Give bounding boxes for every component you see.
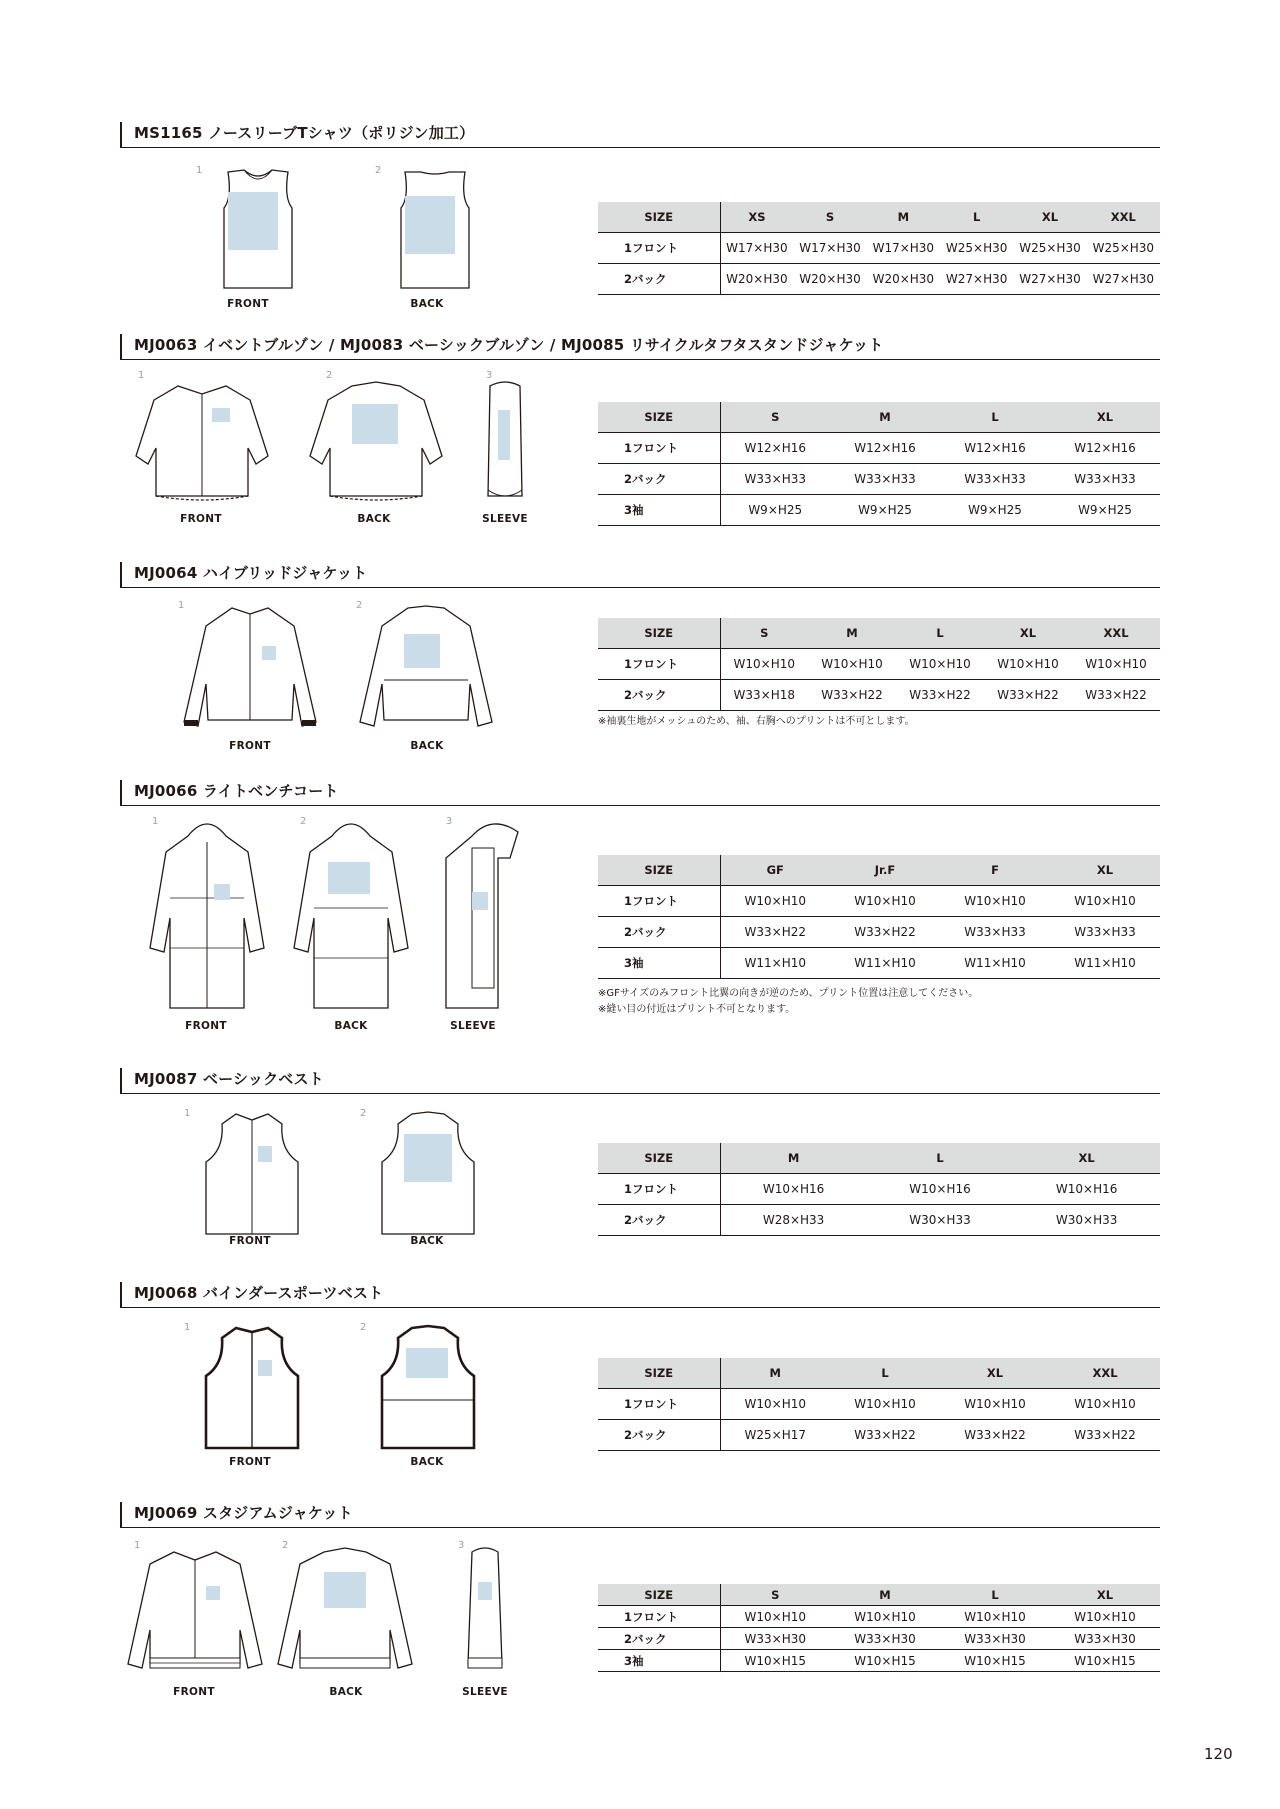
table-row <box>598 917 1160 948</box>
view-number: 2 <box>375 165 382 176</box>
table-cell: W11×H10 <box>1050 948 1160 979</box>
view-number: 2 <box>282 1540 289 1551</box>
section-title: MS1165 ノースリーブTシャツ（ポリジン加工） <box>120 122 1160 148</box>
table-cell: W25×H30 <box>1013 233 1086 264</box>
table-row <box>598 1174 1160 1205</box>
header-cell: XL <box>1050 402 1160 433</box>
table-cell: W17×H30 <box>720 233 793 264</box>
view-number: 1 <box>178 600 185 611</box>
view-label: BACK <box>334 1020 368 1032</box>
row-label: 2バック <box>598 1420 720 1451</box>
table-header-row <box>598 618 1160 649</box>
table-cell: W33×H33 <box>720 464 830 495</box>
table-cell: W9×H25 <box>830 495 940 526</box>
header-cell: Jr.F <box>830 855 940 886</box>
header-cell: M <box>830 1584 940 1606</box>
view-label: SLEEVE <box>482 513 528 525</box>
bench-coat-sleeve-icon <box>442 818 532 1012</box>
size-table <box>598 202 1160 295</box>
table-header-row <box>598 1584 1160 1606</box>
section-title: MJ0063 イベントブルゾン / MJ0083 ベーシックブルゾン / MJ0085 リサイクルタフタスタンドジャケット <box>120 334 1160 360</box>
header-cell: M <box>830 402 940 433</box>
view-label: BACK <box>410 1456 444 1468</box>
table-row <box>598 886 1160 917</box>
row-label: 2バック <box>598 680 720 711</box>
table-cell: W33×H33 <box>940 917 1050 948</box>
table-cell: W33×H33 <box>1050 464 1160 495</box>
view-label: FRONT <box>229 1456 271 1468</box>
header-cell: XXL <box>1050 1358 1160 1389</box>
table-cell: W10×H10 <box>984 649 1072 680</box>
table-cell: W10×H10 <box>940 886 1050 917</box>
table-cell: W27×H30 <box>1013 264 1086 295</box>
view-label: SLEEVE <box>462 1686 508 1698</box>
table-cell: W10×H10 <box>720 649 808 680</box>
header-cell: S <box>720 402 830 433</box>
table-cell: W11×H10 <box>720 948 830 979</box>
row-label: 2バック <box>598 1205 720 1236</box>
table-cell: W10×H10 <box>896 649 984 680</box>
table-header-row <box>598 1358 1160 1389</box>
header-cell: M <box>808 618 896 649</box>
row-label: 3袖 <box>598 1650 720 1672</box>
view-label: BACK <box>410 298 444 310</box>
header-cell: L <box>940 1584 1050 1606</box>
row-label: 1フロント <box>598 1174 720 1205</box>
table-row <box>598 233 1160 264</box>
table-cell: W12×H16 <box>720 433 830 464</box>
view-label: BACK <box>410 1235 444 1247</box>
row-label: 2バック <box>598 917 720 948</box>
section-title: MJ0066 ライトベンチコート <box>120 780 1160 806</box>
size-table <box>598 855 1160 979</box>
header-cell: XXL <box>1087 202 1160 233</box>
table-cell: W12×H16 <box>940 433 1050 464</box>
table-cell: W10×H10 <box>1050 1606 1160 1628</box>
stadium-jacket-sleeve-icon <box>462 1546 508 1678</box>
hybrid-jacket-back-icon <box>352 604 500 734</box>
header-cell: S <box>793 202 866 233</box>
section-title: MJ0087 ベーシックベスト <box>120 1068 1160 1094</box>
table-cell: W10×H10 <box>830 1389 940 1420</box>
table-row <box>598 1628 1160 1650</box>
table-header-row <box>598 1143 1160 1174</box>
row-label: 1フロント <box>598 233 720 264</box>
view-label: FRONT <box>227 298 269 310</box>
table-cell: W10×H10 <box>1050 886 1160 917</box>
table-cell: W10×H15 <box>1050 1650 1160 1672</box>
table-cell: W25×H30 <box>1087 233 1160 264</box>
binder-vest-back-icon <box>372 1324 484 1450</box>
table-cell: W10×H10 <box>720 1606 830 1628</box>
bench-coat-front-icon <box>148 818 266 1012</box>
table-cell: W33×H30 <box>1050 1628 1160 1650</box>
table-cell: W33×H22 <box>1072 680 1160 711</box>
table-cell: W10×H16 <box>1013 1174 1160 1205</box>
view-label: BACK <box>329 1686 363 1698</box>
table-cell: W17×H30 <box>793 233 866 264</box>
table-cell: W12×H16 <box>830 433 940 464</box>
header-cell: L <box>830 1358 940 1389</box>
table-cell: W20×H30 <box>793 264 866 295</box>
table-cell: W20×H30 <box>720 264 793 295</box>
table-cell: W33×H30 <box>830 1628 940 1650</box>
row-label: 1フロント <box>598 1606 720 1628</box>
table-cell: W33×H30 <box>720 1628 830 1650</box>
table-cell: W33×H22 <box>808 680 896 711</box>
section-title: MJ0064 ハイブリッドジャケット <box>120 562 1160 588</box>
row-label: 3袖 <box>598 495 720 526</box>
table-cell: W33×H22 <box>830 917 940 948</box>
sleeveless-tshirt-front-icon <box>208 168 308 292</box>
table-cell: W10×H10 <box>830 1606 940 1628</box>
stadium-jacket-front-icon <box>122 1546 268 1678</box>
table-cell: W11×H10 <box>940 948 1050 979</box>
table-cell: W10×H16 <box>867 1174 1014 1205</box>
view-number: 3 <box>486 370 493 381</box>
header-cell: L <box>940 202 1013 233</box>
binder-vest-front-icon <box>196 1324 308 1450</box>
view-number: 1 <box>152 816 159 827</box>
table-cell: W10×H10 <box>1050 1389 1160 1420</box>
table-cell: W33×H33 <box>830 464 940 495</box>
table-cell: W12×H16 <box>1050 433 1160 464</box>
table-cell: W30×H33 <box>867 1205 1014 1236</box>
table-row <box>598 1205 1160 1236</box>
header-cell: SIZE <box>598 1143 720 1174</box>
note-text: ※GFサイズのみフロント比翼の向きが逆のため、プリント位置は注意してください。 <box>598 988 979 999</box>
table-row <box>598 649 1160 680</box>
size-table <box>598 618 1160 711</box>
view-label: FRONT <box>173 1686 215 1698</box>
table-cell: W28×H33 <box>720 1205 867 1236</box>
basic-vest-back-icon <box>372 1110 484 1236</box>
page-number: 120 <box>1204 1745 1233 1763</box>
table-cell: W10×H10 <box>940 1389 1050 1420</box>
table-cell: W33×H22 <box>720 917 830 948</box>
header-cell: M <box>720 1358 830 1389</box>
table-cell: W33×H33 <box>1050 917 1160 948</box>
basic-vest-front-icon <box>196 1110 308 1236</box>
table-cell: W11×H10 <box>830 948 940 979</box>
view-number: 2 <box>360 1322 367 1333</box>
header-cell: L <box>896 618 984 649</box>
header-cell: F <box>940 855 1050 886</box>
table-cell: W17×H30 <box>867 233 940 264</box>
row-label: 2バック <box>598 464 720 495</box>
table-cell: W33×H22 <box>830 1420 940 1451</box>
table-cell: W10×H16 <box>720 1174 867 1205</box>
table-cell: W25×H17 <box>720 1420 830 1451</box>
table-cell: W33×H22 <box>940 1420 1050 1451</box>
view-number: 3 <box>458 1540 465 1551</box>
view-label: SLEEVE <box>450 1020 496 1032</box>
view-number: 2 <box>300 816 307 827</box>
table-cell: W33×H22 <box>984 680 1072 711</box>
row-label: 2バック <box>598 1628 720 1650</box>
size-table <box>598 1358 1160 1451</box>
table-header-row <box>598 855 1160 886</box>
table-row <box>598 1606 1160 1628</box>
table-cell: W10×H15 <box>940 1650 1050 1672</box>
table-row <box>598 948 1160 979</box>
view-number: 1 <box>196 165 203 176</box>
section-title: MJ0068 バインダースポーツベスト <box>120 1282 1160 1308</box>
table-cell: W10×H10 <box>1072 649 1160 680</box>
table-header-row <box>598 202 1160 233</box>
view-label: FRONT <box>180 513 222 525</box>
header-cell: SIZE <box>598 618 720 649</box>
blouson-sleeve-icon <box>482 380 528 508</box>
blouson-front-icon <box>128 380 276 508</box>
view-number: 1 <box>134 1540 141 1551</box>
table-cell: W33×H22 <box>896 680 984 711</box>
section-title: MJ0069 スタジアムジャケット <box>120 1502 1160 1528</box>
header-cell: GF <box>720 855 830 886</box>
header-cell: M <box>720 1143 867 1174</box>
table-cell: W33×H18 <box>720 680 808 711</box>
header-cell: XL <box>984 618 1072 649</box>
table-cell: W10×H10 <box>720 1389 830 1420</box>
view-label: FRONT <box>229 740 271 752</box>
hybrid-jacket-front-icon <box>176 604 324 734</box>
table-cell: W33×H30 <box>940 1628 1050 1650</box>
table-cell: W10×H15 <box>830 1650 940 1672</box>
table-row <box>598 1420 1160 1451</box>
view-number: 1 <box>184 1108 191 1119</box>
size-table <box>598 402 1160 526</box>
table-cell: W27×H30 <box>940 264 1013 295</box>
view-label: BACK <box>410 740 444 752</box>
print-area <box>228 192 278 250</box>
view-label: BACK <box>357 513 391 525</box>
view-number: 2 <box>360 1108 367 1119</box>
table-row <box>598 264 1160 295</box>
table-row <box>598 495 1160 526</box>
header-cell: XL <box>940 1358 1050 1389</box>
table-cell: W10×H15 <box>720 1650 830 1672</box>
row-label: 1フロント <box>598 433 720 464</box>
view-label: FRONT <box>185 1020 227 1032</box>
view-number: 2 <box>356 600 363 611</box>
row-label: 2バック <box>598 264 720 295</box>
table-cell: W10×H10 <box>808 649 896 680</box>
note-text: ※縫い目の付近はプリント不可となります。 <box>598 1004 796 1015</box>
header-cell: XL <box>1050 1584 1160 1606</box>
table-header-row <box>598 402 1160 433</box>
header-cell: SIZE <box>598 1358 720 1389</box>
header-cell: XL <box>1050 855 1160 886</box>
table-cell: W10×H10 <box>830 886 940 917</box>
header-cell: S <box>720 1584 830 1606</box>
view-number: 1 <box>184 1322 191 1333</box>
table-cell: W33×H22 <box>1050 1420 1160 1451</box>
sleeveless-tshirt-back-icon <box>385 168 485 292</box>
table-cell: W9×H25 <box>720 495 830 526</box>
row-label: 3袖 <box>598 948 720 979</box>
table-cell: W33×H33 <box>940 464 1050 495</box>
table-row <box>598 1389 1160 1420</box>
table-cell: W20×H30 <box>867 264 940 295</box>
table-cell: W10×H10 <box>940 1606 1050 1628</box>
header-cell: SIZE <box>598 1584 720 1606</box>
header-cell: XL <box>1013 1143 1160 1174</box>
note-text: ※袖裏生地がメッシュのため、袖、右胸へのプリントは不可とします。 <box>598 716 915 727</box>
header-cell: SIZE <box>598 402 720 433</box>
table-row <box>598 1650 1160 1672</box>
stadium-jacket-back-icon <box>272 1546 418 1678</box>
view-number: 1 <box>138 370 145 381</box>
view-number: 2 <box>326 370 333 381</box>
header-cell: SIZE <box>598 855 720 886</box>
table-row <box>598 433 1160 464</box>
header-cell: M <box>867 202 940 233</box>
table-cell: W9×H25 <box>1050 495 1160 526</box>
header-cell: XS <box>720 202 793 233</box>
bench-coat-back-icon <box>292 818 410 1012</box>
header-cell: S <box>720 618 808 649</box>
row-label: 1フロント <box>598 1389 720 1420</box>
table-cell: W10×H10 <box>720 886 830 917</box>
row-label: 1フロント <box>598 649 720 680</box>
size-table <box>598 1143 1160 1236</box>
view-label: FRONT <box>229 1235 271 1247</box>
size-table <box>598 1584 1160 1672</box>
table-cell: W27×H30 <box>1087 264 1160 295</box>
header-cell: XL <box>1013 202 1086 233</box>
row-label: 1フロント <box>598 886 720 917</box>
header-cell: SIZE <box>598 202 720 233</box>
table-cell: W25×H30 <box>940 233 1013 264</box>
table-row <box>598 680 1160 711</box>
header-cell: XXL <box>1072 618 1160 649</box>
header-cell: L <box>940 402 1050 433</box>
table-cell: W9×H25 <box>940 495 1050 526</box>
blouson-back-icon <box>302 380 450 508</box>
table-row <box>598 464 1160 495</box>
header-cell: L <box>867 1143 1014 1174</box>
view-number: 3 <box>446 816 453 827</box>
table-cell: W30×H33 <box>1013 1205 1160 1236</box>
